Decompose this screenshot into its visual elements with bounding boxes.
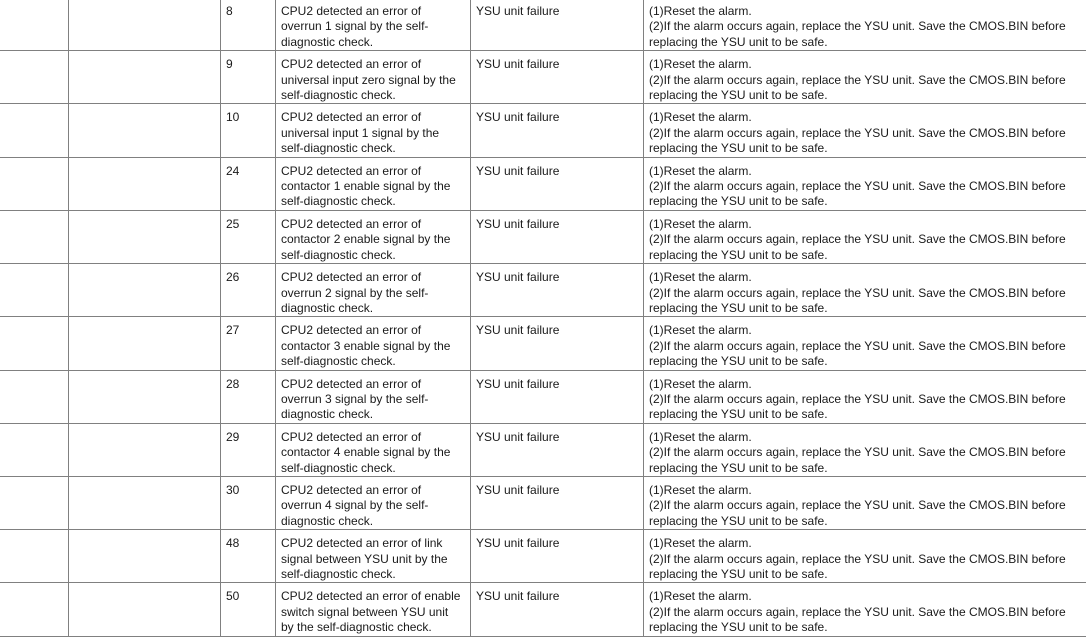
blank-cell-alarm-name [69, 317, 221, 370]
table-row [0, 530, 1086, 583]
remedy-line: (2)If the alarm occurs again, replace the YSU unit. Save the CMOS.BIN before [649, 445, 1083, 460]
blank-cell-alarm-name [69, 104, 221, 157]
cause-line: CPU2 detected an error of [281, 377, 466, 392]
blank-cell-alarm-name [69, 476, 221, 529]
cause-cell [276, 370, 471, 423]
cause-cell [276, 583, 471, 636]
cause-cell [276, 157, 471, 210]
blank-cell-alarm-number [0, 51, 69, 104]
cause-line: overrun 1 signal by the self- [281, 19, 466, 34]
remedy-line: (2)If the alarm occurs again, replace the YSU unit. Save the CMOS.BIN before [649, 126, 1083, 141]
classification-cell: YSU unit failure [471, 104, 644, 157]
blank-cell-alarm-name [69, 583, 221, 636]
classification-cell: YSU unit failure [471, 317, 644, 370]
remedy-line: replacing the YSU unit to be safe. [649, 407, 1083, 422]
cause-line: contactor 3 enable signal by the [281, 339, 466, 354]
remedy-line: replacing the YSU unit to be safe. [649, 88, 1083, 103]
remedy-line: (2)If the alarm occurs again, replace the YSU unit. Save the CMOS.BIN before [649, 179, 1083, 194]
cause-line: diagnostic check. [281, 407, 466, 422]
blank-cell-alarm-name [69, 530, 221, 583]
cause-cell [276, 264, 471, 317]
remedy-line: (1)Reset the alarm. [649, 377, 1083, 392]
remedy-line: replacing the YSU unit to be safe. [649, 35, 1083, 50]
remedy-line: (1)Reset the alarm. [649, 323, 1083, 338]
cause-cell [276, 423, 471, 476]
blank-cell-alarm-name [69, 157, 221, 210]
blank-cell-alarm-number [0, 210, 69, 263]
blank-cell-alarm-number [0, 0, 69, 51]
remedy-cell [644, 104, 1086, 157]
remedy-cell [644, 210, 1086, 263]
cause-line: self-diagnostic check. [281, 194, 466, 209]
cause-cell [276, 104, 471, 157]
remedy-line: (1)Reset the alarm. [649, 4, 1083, 19]
sub-code-cell: 50 [221, 583, 276, 636]
sub-code-cell: 24 [221, 157, 276, 210]
remedy-line: (2)If the alarm occurs again, replace the YSU unit. Save the CMOS.BIN before [649, 19, 1083, 34]
cause-cell [276, 51, 471, 104]
blank-cell-alarm-name [69, 51, 221, 104]
table-row [0, 476, 1086, 529]
remedy-cell [644, 317, 1086, 370]
cause-line: self-diagnostic check. [281, 141, 466, 156]
blank-cell-alarm-name [69, 423, 221, 476]
sub-code-cell: 25 [221, 210, 276, 263]
remedy-line: replacing the YSU unit to be safe. [649, 514, 1083, 529]
blank-cell-alarm-number [0, 583, 69, 636]
remedy-line: replacing the YSU unit to be safe. [649, 461, 1083, 476]
classification-cell: YSU unit failure [471, 530, 644, 583]
cause-line: self-diagnostic check. [281, 248, 466, 263]
cause-line: self-diagnostic check. [281, 567, 466, 582]
classification-cell: YSU unit failure [471, 583, 644, 636]
remedy-cell [644, 0, 1086, 51]
remedy-line: (1)Reset the alarm. [649, 430, 1083, 445]
table-row [0, 0, 1086, 51]
table-row [0, 317, 1086, 370]
remedy-line: (1)Reset the alarm. [649, 270, 1083, 285]
sub-code-cell: 8 [221, 0, 276, 51]
blank-cell-alarm-number [0, 264, 69, 317]
table-row [0, 157, 1086, 210]
cause-line: CPU2 detected an error of [281, 164, 466, 179]
classification-cell: YSU unit failure [471, 264, 644, 317]
remedy-line: (2)If the alarm occurs again, replace the YSU unit. Save the CMOS.BIN before [649, 286, 1083, 301]
remedy-line: (1)Reset the alarm. [649, 536, 1083, 551]
classification-cell: YSU unit failure [471, 0, 644, 51]
remedy-line: (1)Reset the alarm. [649, 57, 1083, 72]
remedy-cell [644, 530, 1086, 583]
remedy-line: (1)Reset the alarm. [649, 483, 1083, 498]
table-row [0, 423, 1086, 476]
cause-line: overrun 4 signal by the self- [281, 498, 466, 513]
cause-line: diagnostic check. [281, 301, 466, 316]
cause-cell [276, 317, 471, 370]
cause-cell [276, 530, 471, 583]
cause-line: CPU2 detected an error of [281, 217, 466, 232]
cause-line: self-diagnostic check. [281, 88, 466, 103]
cause-cell [276, 210, 471, 263]
remedy-line: replacing the YSU unit to be safe. [649, 620, 1083, 635]
remedy-cell [644, 370, 1086, 423]
cause-line: contactor 2 enable signal by the [281, 232, 466, 247]
table-row [0, 210, 1086, 263]
table-row [0, 370, 1086, 423]
table-row [0, 104, 1086, 157]
classification-cell: YSU unit failure [471, 370, 644, 423]
cause-line: contactor 1 enable signal by the [281, 179, 466, 194]
remedy-line: (1)Reset the alarm. [649, 589, 1083, 604]
remedy-line: (2)If the alarm occurs again, replace the YSU unit. Save the CMOS.BIN before [649, 552, 1083, 567]
remedy-cell [644, 423, 1086, 476]
remedy-line: (2)If the alarm occurs again, replace the YSU unit. Save the CMOS.BIN before [649, 339, 1083, 354]
blank-cell-alarm-number [0, 317, 69, 370]
blank-cell-alarm-name [69, 210, 221, 263]
cause-line: overrun 3 signal by the self- [281, 392, 466, 407]
cause-line: universal input 1 signal by the [281, 126, 466, 141]
remedy-line: (2)If the alarm occurs again, replace the YSU unit. Save the CMOS.BIN before [649, 73, 1083, 88]
remedy-cell [644, 583, 1086, 636]
cause-line: CPU2 detected an error of [281, 57, 466, 72]
cause-line: CPU2 detected an error of [281, 483, 466, 498]
cause-line: overrun 2 signal by the self- [281, 286, 466, 301]
table-row [0, 583, 1086, 636]
remedy-line: replacing the YSU unit to be safe. [649, 141, 1083, 156]
blank-cell-alarm-name [69, 264, 221, 317]
sub-code-cell: 10 [221, 104, 276, 157]
table-row [0, 51, 1086, 104]
remedy-line: (1)Reset the alarm. [649, 164, 1083, 179]
sub-code-cell: 27 [221, 317, 276, 370]
cause-line: by the self-diagnostic check. [281, 620, 466, 635]
classification-cell: YSU unit failure [471, 476, 644, 529]
cause-cell [276, 0, 471, 51]
blank-cell-alarm-number [0, 157, 69, 210]
cause-cell [276, 476, 471, 529]
remedy-line: (2)If the alarm occurs again, replace the YSU unit. Save the CMOS.BIN before [649, 392, 1083, 407]
cause-line: switch signal between YSU unit [281, 605, 466, 620]
cause-line: diagnostic check. [281, 35, 466, 50]
cause-line: self-diagnostic check. [281, 354, 466, 369]
classification-cell: YSU unit failure [471, 51, 644, 104]
remedy-cell [644, 264, 1086, 317]
blank-cell-alarm-number [0, 530, 69, 583]
remedy-line: replacing the YSU unit to be safe. [649, 248, 1083, 263]
classification-cell: YSU unit failure [471, 210, 644, 263]
blank-cell-alarm-name [69, 370, 221, 423]
remedy-line: (2)If the alarm occurs again, replace the YSU unit. Save the CMOS.BIN before [649, 498, 1083, 513]
remedy-line: replacing the YSU unit to be safe. [649, 301, 1083, 316]
sub-code-cell: 48 [221, 530, 276, 583]
remedy-line: replacing the YSU unit to be safe. [649, 567, 1083, 582]
blank-cell-alarm-number [0, 370, 69, 423]
cause-line: CPU2 detected an error of [281, 430, 466, 445]
cause-line: CPU2 detected an error of [281, 110, 466, 125]
classification-cell: YSU unit failure [471, 157, 644, 210]
remedy-line: replacing the YSU unit to be safe. [649, 354, 1083, 369]
remedy-line: (1)Reset the alarm. [649, 110, 1083, 125]
remedy-cell [644, 51, 1086, 104]
cause-line: diagnostic check. [281, 514, 466, 529]
blank-cell-alarm-number [0, 476, 69, 529]
remedy-line: (1)Reset the alarm. [649, 217, 1083, 232]
cause-line: signal between YSU unit by the [281, 552, 466, 567]
sub-code-cell: 29 [221, 423, 276, 476]
remedy-line: (2)If the alarm occurs again, replace the YSU unit. Save the CMOS.BIN before [649, 232, 1083, 247]
cause-line: CPU2 detected an error of link [281, 536, 466, 551]
sub-code-cell: 30 [221, 476, 276, 529]
cause-line: CPU2 detected an error of [281, 323, 466, 338]
sub-code-cell: 26 [221, 264, 276, 317]
remedy-cell [644, 476, 1086, 529]
blank-cell-alarm-number [0, 104, 69, 157]
sub-code-cell: 9 [221, 51, 276, 104]
cause-line: universal input zero signal by the [281, 73, 466, 88]
cause-line: self-diagnostic check. [281, 461, 466, 476]
classification-cell: YSU unit failure [471, 423, 644, 476]
remedy-cell [644, 157, 1086, 210]
sub-code-cell: 28 [221, 370, 276, 423]
blank-cell-alarm-number [0, 423, 69, 476]
cause-line: CPU2 detected an error of [281, 4, 466, 19]
remedy-line: replacing the YSU unit to be safe. [649, 194, 1083, 209]
cause-line: CPU2 detected an error of [281, 270, 466, 285]
table-row [0, 264, 1086, 317]
remedy-line: (2)If the alarm occurs again, replace the YSU unit. Save the CMOS.BIN before [649, 605, 1083, 620]
blank-cell-alarm-name [69, 0, 221, 51]
cause-line: contactor 4 enable signal by the [281, 445, 466, 460]
cause-line: CPU2 detected an error of enable [281, 589, 466, 604]
